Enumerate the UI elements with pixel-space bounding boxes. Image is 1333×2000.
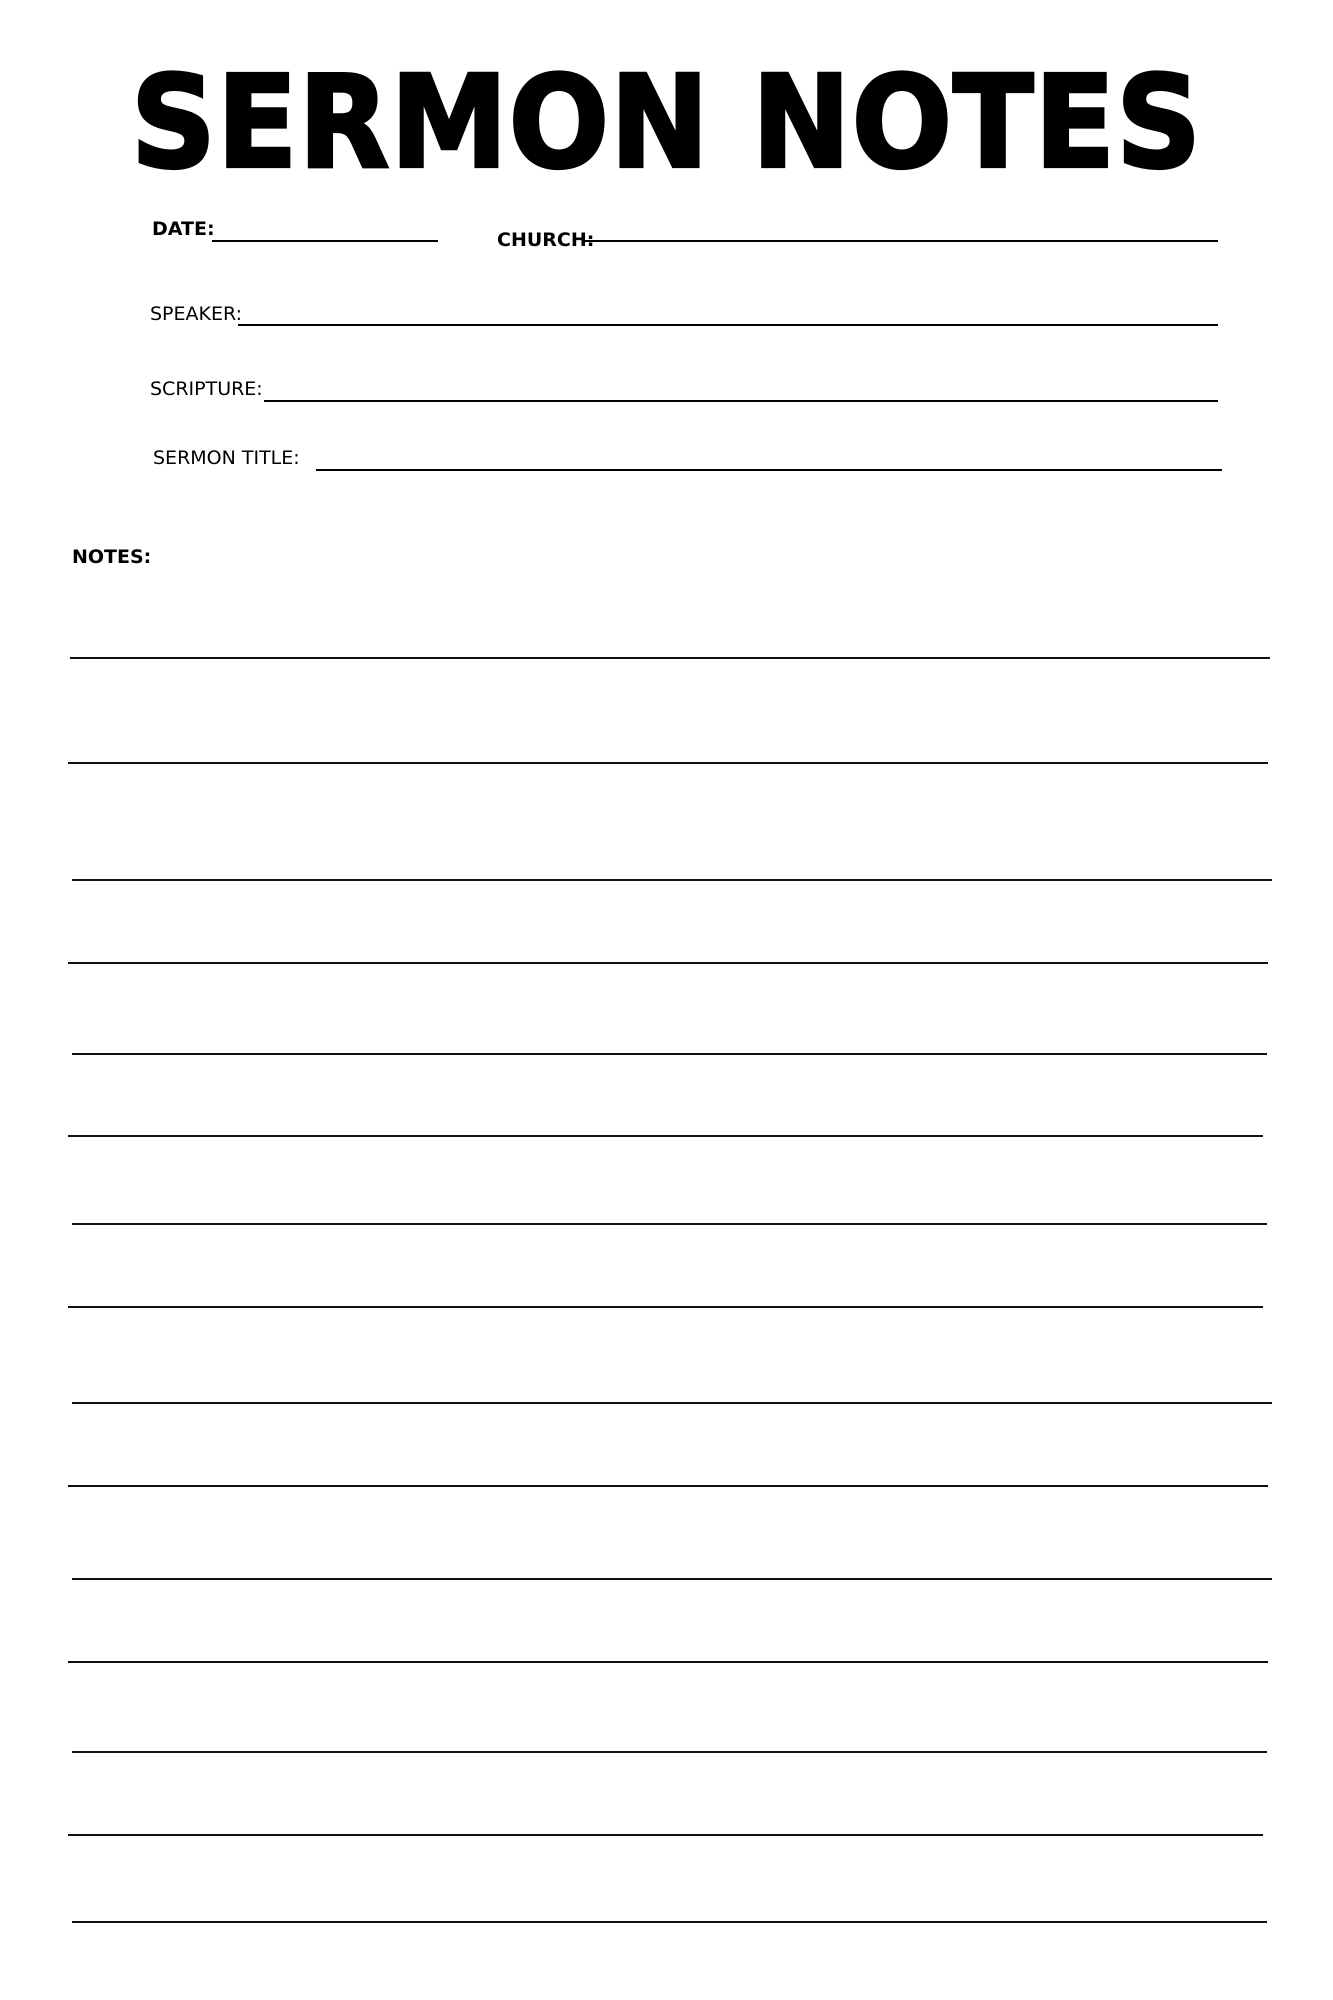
date-label: DATE: bbox=[152, 218, 215, 240]
notes-line[interactable] bbox=[72, 1053, 1267, 1055]
page-title: SERMON NOTES bbox=[130, 47, 1203, 197]
notes-line[interactable] bbox=[72, 1751, 1267, 1753]
notes-line[interactable] bbox=[68, 1661, 1268, 1663]
speaker-field[interactable] bbox=[238, 324, 1218, 326]
date-field[interactable] bbox=[212, 240, 438, 242]
notes-line[interactable] bbox=[72, 879, 1272, 881]
scripture-field[interactable] bbox=[264, 400, 1218, 402]
notes-line[interactable] bbox=[72, 1578, 1272, 1580]
notes-line[interactable] bbox=[68, 962, 1268, 964]
notes-line[interactable] bbox=[68, 1485, 1268, 1487]
sermon-title-field[interactable] bbox=[316, 469, 1222, 471]
notes-line[interactable] bbox=[72, 1223, 1267, 1225]
notes-line[interactable] bbox=[72, 1921, 1267, 1923]
church-label: CHURCH: bbox=[497, 229, 595, 251]
church-field[interactable] bbox=[583, 240, 1218, 242]
notes-line[interactable] bbox=[72, 1402, 1272, 1404]
notes-line[interactable] bbox=[68, 1306, 1263, 1308]
notes-line[interactable] bbox=[68, 1834, 1263, 1836]
sermon-title-label: SERMON TITLE: bbox=[153, 447, 300, 469]
scripture-label: SCRIPTURE: bbox=[150, 378, 263, 400]
notes-line[interactable] bbox=[68, 762, 1268, 764]
speaker-label: SPEAKER: bbox=[150, 303, 243, 325]
notes-line[interactable] bbox=[68, 1135, 1263, 1137]
notes-label: NOTES: bbox=[72, 546, 152, 568]
notes-line[interactable] bbox=[70, 657, 1270, 659]
